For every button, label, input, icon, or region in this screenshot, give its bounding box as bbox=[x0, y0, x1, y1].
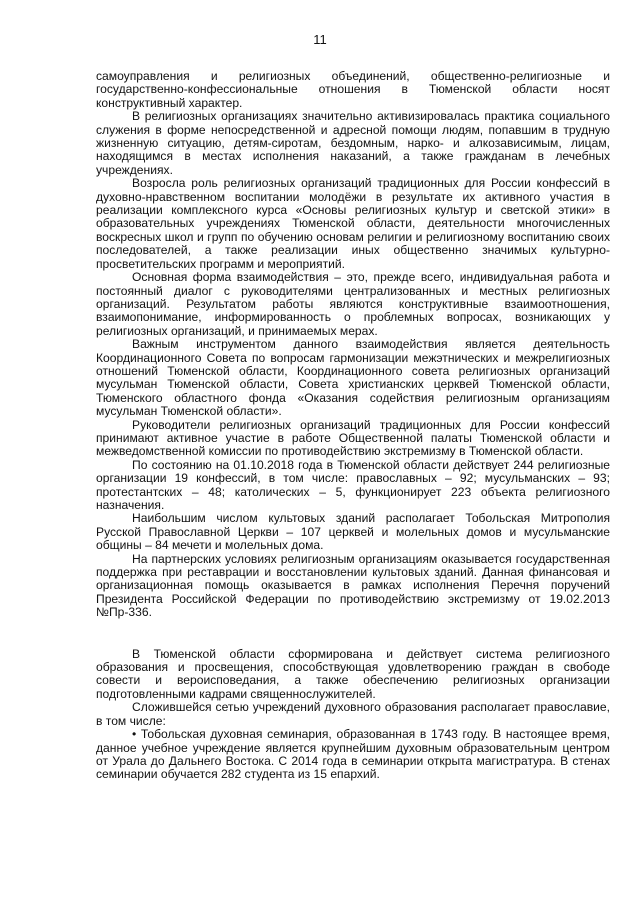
paragraph: Сложившейся сетью учреждений духовного образования располагает православие, в том числе: bbox=[96, 700, 610, 728]
document-body bbox=[96, 70, 610, 782]
bullet-item: • Тобольская духовная семинария, образованная в 1743 году. В настоящее время, данное учебное учреждение является крупнейшим духовным образовательным центром от Урала до Дальнего Востока. С 2014 года в семинарии открыта магистратура. В стенах семинарии обучается 282 студента из 15 епархий. bbox=[96, 727, 610, 782]
paragraph: самоуправления и религиозных объединений, общественно-религиозные и государственно-конфессиональные отношения в Тюменской области носят конструктивный характер. bbox=[96, 69, 610, 110]
section-gap bbox=[96, 620, 610, 648]
paragraph: По состоянию на 01.10.2018 года в Тюменской области действует 244 религиозные организации 19 конфессий, в том числе: православных – 92; мусульманских – 93; протестантских – 48; католических – 5, функционирует 223 объекта религиозного назначения. bbox=[96, 457, 610, 512]
paragraph: На партнерских условиях религиозным организациям оказывается государственная поддержка при реставрации и восстановлении культовых зданий. Данная финансовая и организационная помощь оказывается в рамках исполнения Перечня поручений Президента Российской Федерации по противодействию экстремизму от 19.02.2013 №Пр-336. bbox=[96, 551, 610, 620]
paragraph: Основная форма взаимодействия – это, прежде всего, индивидуальная работа и постоянный диалог с руководителями централизованных и местных религиозных организаций. Результатом работы являются конструктивные взаимоотношения, взаимопонимание, информированность о проблемных вопросах, возникающих у религиозных организаций, и принимаемых мерах. bbox=[96, 270, 610, 338]
paragraph: В Тюменской области сформирована и действует система религиозного образования и просвещения, способствующая удовлетворению граждан в свободе совести и вероисповедания, а также обеспечению религиозных организации подготовленными кадрами священнослужителей. bbox=[96, 646, 610, 701]
paragraph: В религиозных организациях значительно активизировалась практика социального служения в форме непосредственной и адресной помощи людям, попавшим в трудную жизненную ситуацию, детям-сиротам, бездомным, нарко- и алкозависимым, лицам, находящимся в местах исполнения наказаний, а также гражданам в лечебных учреждениях. bbox=[96, 109, 610, 177]
paragraph: Важным инструментом данного взаимодействия является деятельность Координационного Совета по вопросам гармонизации межэтнических и межрелигиозных отношений Тюменской области, Координационного совета религиозных организаций мусульман Тюменской области, Совета христианских церквей Тюменской области, Тюменского областного фонда «Оказания содействия религиозным организациям мусульман Тюменской области». bbox=[96, 337, 610, 419]
paragraph: Руководители религиозных организаций традиционных для России конфессий принимают активное участие в работе Общественной палаты Тюменской области и межведомственной комиссии по противодействию экстремизму в Тюменской области. bbox=[96, 417, 610, 459]
paragraph: Возросла роль религиозных организаций традиционных для России конфессий в духовно-нравственном воспитании молодёжи в результате их активного участия в реализации комплексного курса «Основы религиозных культур и светской этики» в образовательных учреждениях Тюменской области, деятельности многочисленных воскресных школ и групп по обучению основам религии и религиозному воспитанию своих последователей, а также реализации иных общественно значимых культурно-просветительских программ и мероприятий. bbox=[96, 176, 610, 271]
page-number: 11 bbox=[313, 32, 327, 47]
paragraph: Наибольшим числом культовых зданий располагает Тобольская Митрополия Русской Православной Церкви – 107 церквей и молельных домов и мусульманские общины – 84 мечети и молельных дома. bbox=[96, 511, 610, 553]
